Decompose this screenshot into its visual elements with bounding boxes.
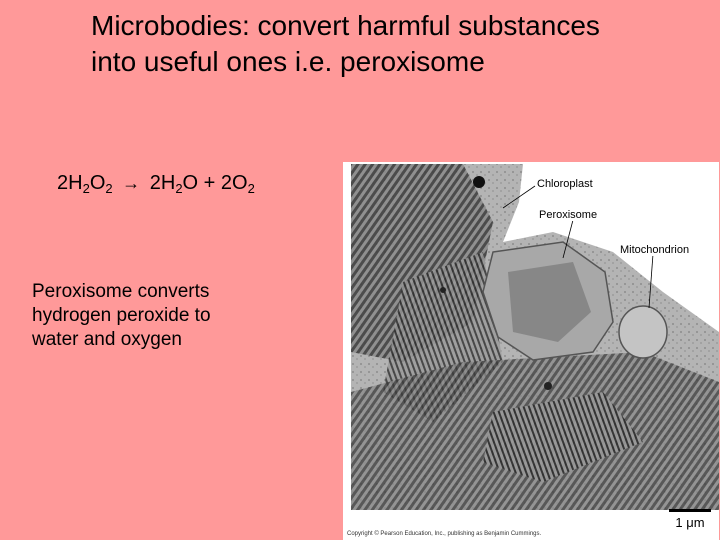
eq-product-sub-2: 2 [247,181,255,196]
label-chloroplast: Chloroplast [537,178,593,190]
electron-micrograph [343,162,719,540]
eq-product-rest: O + 2O [182,172,248,194]
scale-bar-label: 1 μm [675,515,705,530]
eq-reactant-o: O [89,172,106,194]
body-line-2: hydrogen peroxide to [32,305,211,326]
slide-title [91,8,711,80]
eq-product-sub-1: 2 [175,181,183,196]
title-line-1: Microbodies: convert harmful substances [91,10,600,41]
label-peroxisome: Peroxisome [539,209,598,221]
copyright-notice: Copyright © Pearson Education, Inc., publishing as Benjamin Cummings. [347,531,542,537]
eq-reactant-sub-2: 2 [105,181,113,196]
micrograph-image [343,162,719,540]
body-text [32,280,322,352]
title-line-2: into useful ones i.e. peroxisome [91,46,485,77]
body-line-3: water and oxygen [32,329,182,350]
eq-product-h: 2H [149,172,176,194]
label-mitochondrion: Mitochondrion [620,244,690,256]
eq-reactant-sub-1: 2 [82,181,90,196]
body-line-1: Peroxisome converts [32,281,210,302]
scale-bar [669,509,711,530]
scale-bar-line [669,509,711,512]
arrow-right-icon: → [122,173,141,193]
chemical-equation [57,172,255,195]
eq-reactant-h: 2H [57,172,83,194]
